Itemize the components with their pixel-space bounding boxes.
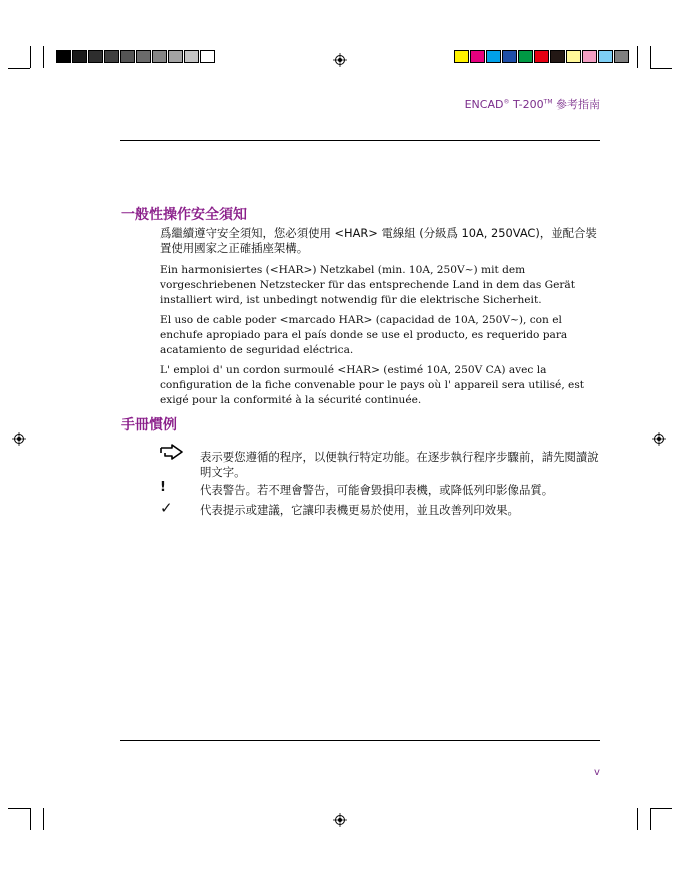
convention-warning-text: 代表警告。若不理會警告，可能會毀損印表機，或降低列印影像品質。 [200, 483, 554, 497]
registration-mark-icon [12, 432, 26, 446]
color-swatch [56, 50, 71, 63]
color-swatch [200, 50, 215, 63]
trademark-mark: TM [543, 98, 553, 106]
header-brand: ENCAD [464, 98, 504, 111]
safety-paragraph-french: L' emploi d' un cordon surmoulé <HAR> (estimé 10A, 250V CA) avec la configuration de la fiche convenable pour le pays où l' appareil sera utilisé, est exigé pour la conformité à la sécurité continuée. [160, 364, 585, 406]
color-swatch [152, 50, 167, 63]
registration-mark-icon [333, 813, 347, 827]
color-swatch [518, 50, 533, 63]
color-swatch [614, 50, 629, 63]
color-bar [454, 50, 630, 63]
running-header [465, 96, 600, 112]
color-swatch [120, 50, 135, 63]
safety-paragraph-spanish: El uso de cable poder <marcado HAR> (capacidad de 10A, 250V~), con el enchufe apropiado para el país donde se use el producto, es requerido para acatamiento de seguridad eléctrica. [160, 314, 568, 356]
color-swatch [598, 50, 613, 63]
color-swatch [136, 50, 151, 63]
registration-mark-icon [652, 432, 666, 446]
section-title-conventions: 手冊慣例 [121, 417, 177, 433]
color-swatch [104, 50, 119, 63]
color-swatch [566, 50, 581, 63]
checkmark-icon: ✓ [160, 499, 173, 517]
crop-mark [650, 808, 651, 830]
header-guide: 參考指南 [556, 98, 600, 111]
crop-mark [650, 46, 651, 68]
crop-mark [30, 808, 31, 830]
crop-mark [43, 46, 44, 68]
registration-mark-icon [333, 53, 347, 67]
crop-mark [8, 808, 30, 809]
footer-rule [120, 740, 600, 741]
color-swatch [470, 50, 485, 63]
color-swatch [184, 50, 199, 63]
color-swatch [502, 50, 517, 63]
crop-mark [43, 808, 44, 830]
color-swatch [582, 50, 597, 63]
pointing-hand-icon [160, 444, 184, 460]
header-rule [120, 140, 600, 141]
section-title-safety: 一般性操作安全須知 [121, 207, 247, 223]
header-model: T-200 [512, 98, 544, 111]
color-swatch [454, 50, 469, 63]
color-swatch [550, 50, 565, 63]
color-swatch [168, 50, 183, 63]
grayscale-bar [56, 50, 216, 63]
page-number: v [594, 767, 600, 778]
color-swatch [72, 50, 87, 63]
crop-mark [637, 46, 638, 68]
crop-mark [637, 808, 638, 830]
crop-mark [8, 68, 30, 69]
convention-tip-text: 代表提示或建議，它讓印表機更易於使用，並且改善列印效果。 [200, 503, 519, 517]
exclamation-icon: ! [160, 480, 166, 495]
crop-mark [650, 808, 672, 809]
registered-mark: ® [503, 98, 510, 106]
color-swatch [486, 50, 501, 63]
crop-mark [30, 46, 31, 68]
crop-mark [650, 68, 672, 69]
color-swatch [534, 50, 549, 63]
safety-paragraph-german: Ein harmonisiertes (<HAR>) Netzkabel (min. 10A, 250V~) mit dem vorgeschriebenen Netzstecker für das entsprechende Land in dem das Gerät installiert wird, ist unbedingt notwendig für die elektrische Sicherheit. [160, 264, 575, 306]
safety-paragraph-chinese: 爲繼續遵守安全須知，您必須使用 <HAR> 電線組 (分級爲 10A, 250VAC)，並配合裝置使用國家之正確插座架構。 [160, 226, 597, 255]
color-swatch [88, 50, 103, 63]
convention-procedure-text: 表示要您遵循的程序，以便執行特定功能。在逐步執行程序步驟前，請先閱讀說明文字。 [200, 450, 599, 479]
